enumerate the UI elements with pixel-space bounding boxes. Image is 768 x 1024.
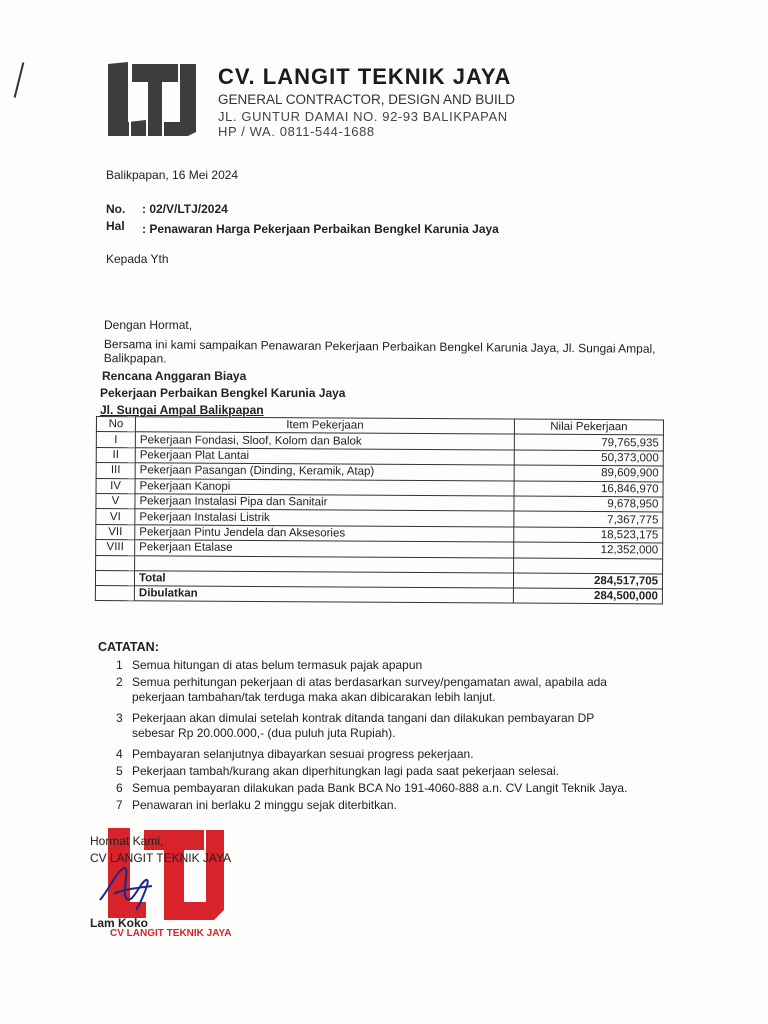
note-item (116, 798, 636, 813)
company-address: JL. GUNTUR DAMAI NO. 92-93 BALIKPAPAN (218, 109, 508, 124)
budget-heading: Rencana Anggaran Biaya (102, 369, 247, 383)
note-number: 5 (116, 764, 123, 778)
company-name: CV. LANGIT TEKNIK JAYA (218, 64, 512, 89)
company-tagline: GENERAL CONTRACTOR, DESIGN AND BUILD (218, 92, 516, 107)
note-text: Pekerjaan akan dimulai setelah kontrak ditanda tangani dan dilakukan pembayaran DP sebesar Rp 20.000.000,- (dua puluh juta Rupiah). (132, 711, 595, 740)
note-text: Semua perhitungan pekerjaan di atas berdasarkan survey/pengamatan awal, apabila ada pekerjaan tambahan/tak terduga maka akan dibicarakan lebih lanjut. (132, 675, 607, 704)
row-item: Pekerjaan Plat Lantai (135, 448, 514, 466)
note-number: 7 (116, 798, 123, 812)
greeting: Dengan Hormat, (104, 318, 193, 332)
rounded-label: Dibulatkan (134, 586, 513, 604)
row-value: 9,678,950 (514, 496, 663, 512)
budget-location: Jl. Sungai Ampal Balikpapan (100, 403, 264, 417)
note-item (116, 781, 636, 796)
note-text: Pembayaran selanjutnya dibayarkan sesuai progress pekerjaan. (132, 747, 474, 761)
note-number: 4 (116, 747, 123, 761)
note-item (116, 764, 636, 779)
total-value: 284,517,705 (513, 573, 662, 589)
row-no: III (96, 463, 135, 479)
blank-cell (96, 555, 135, 570)
note-text: Pekerjaan tambah/kurang akan diperhitungkan lagi pada saat pekerjaan selesai. (132, 764, 559, 778)
company-logo (106, 60, 198, 138)
stamp-company: CV LANGIT TEKNIK JAYA (110, 928, 232, 939)
row-item: Pekerjaan Etalase (135, 540, 514, 558)
note-item (116, 675, 636, 705)
note-item (116, 658, 636, 673)
row-value: 50,373,000 (514, 450, 663, 466)
note-number: 3 (116, 711, 123, 725)
blank-cell (95, 585, 134, 601)
row-value: 7,367,775 (514, 511, 663, 527)
note-item (116, 711, 636, 741)
signature (96, 858, 156, 918)
place-date: Balikpapan, 16 Mei 2024 (106, 168, 239, 182)
row-no: VI (96, 509, 135, 525)
row-no: VIII (96, 540, 135, 556)
row-item: Pekerjaan Instalasi Listrik (135, 509, 514, 527)
note-number: 6 (116, 781, 123, 795)
note-item (116, 747, 636, 762)
pen-mark (14, 62, 25, 97)
header-value: Nilai Pekerjaan (514, 419, 663, 435)
row-value: 79,765,935 (514, 434, 663, 450)
budget-project: Pekerjaan Perbaikan Bengkel Karunia Jaya (100, 386, 346, 400)
row-item: Pekerjaan Pasangan (Dinding, Keramik, Atap) (135, 463, 514, 481)
row-no: V (96, 493, 135, 509)
row-item: Pekerjaan Pintu Jendela dan Aksesories (135, 524, 514, 542)
row-item: Pekerjaan Instalasi Pipa dan Sanitair (135, 494, 514, 512)
no-label: No. (106, 202, 126, 216)
closing-regards: Hormat Kami, (90, 834, 164, 848)
row-item: Pekerjaan Kanopi (135, 478, 514, 496)
hal-value: : Penawaran Harga Pekerjaan Perbaikan Bengkel Karunia Jaya (142, 222, 499, 236)
row-item: Pekerjaan Fondasi, Sloof, Kolom dan Balok (135, 432, 514, 450)
signatory-name: Lam Koko (90, 916, 149, 930)
header-item: Item Pekerjaan (135, 417, 514, 435)
closing-company: CV LANGIT TEKNIK JAYA (90, 851, 232, 865)
company-phone: HP / WA. 0811-544-1688 (218, 124, 375, 139)
hal-label: Hal (106, 219, 125, 233)
notes-list (116, 658, 636, 815)
notes-heading: CATATAN: (98, 640, 159, 654)
row-no: I (96, 432, 135, 448)
note-text: Semua pembayaran dilakukan pada Bank BCA No 191-4060-888 a.n. CV Langit Teknik Jaya. (132, 781, 628, 795)
total-label: Total (134, 570, 513, 588)
note-text: Penawaran ini berlaku 2 minggu sejak diterbitkan. (132, 798, 397, 812)
blank-cell (514, 558, 663, 574)
row-no: IV (96, 478, 135, 494)
row-no: II (96, 447, 135, 463)
header-no: No (96, 417, 135, 433)
recipient: Kepada Yth (106, 252, 169, 266)
note-number: 1 (116, 658, 123, 672)
row-value: 16,846,970 (514, 481, 663, 497)
row-value: 18,523,175 (514, 527, 663, 543)
no-value: : 02/V/LTJ/2024 (142, 202, 228, 216)
note-number: 2 (116, 675, 123, 689)
note-text: Semua hitungan di atas belum termasuk pajak apapun (132, 658, 423, 672)
budget-table (95, 416, 664, 605)
row-value: 12,352,000 (514, 542, 663, 558)
row-value: 89,609,900 (514, 465, 663, 481)
rounded-row (95, 585, 662, 604)
blank-cell (95, 570, 134, 586)
row-no: VII (96, 524, 135, 540)
letter-body: Bersama ini kami sampaikan Penawaran Pekerjaan Perbaikan Bengkel Karunia Jaya, Jl. Sungai Ampal, Balikpapan. (103, 337, 656, 366)
rounded-value: 284,500,000 (513, 588, 662, 604)
